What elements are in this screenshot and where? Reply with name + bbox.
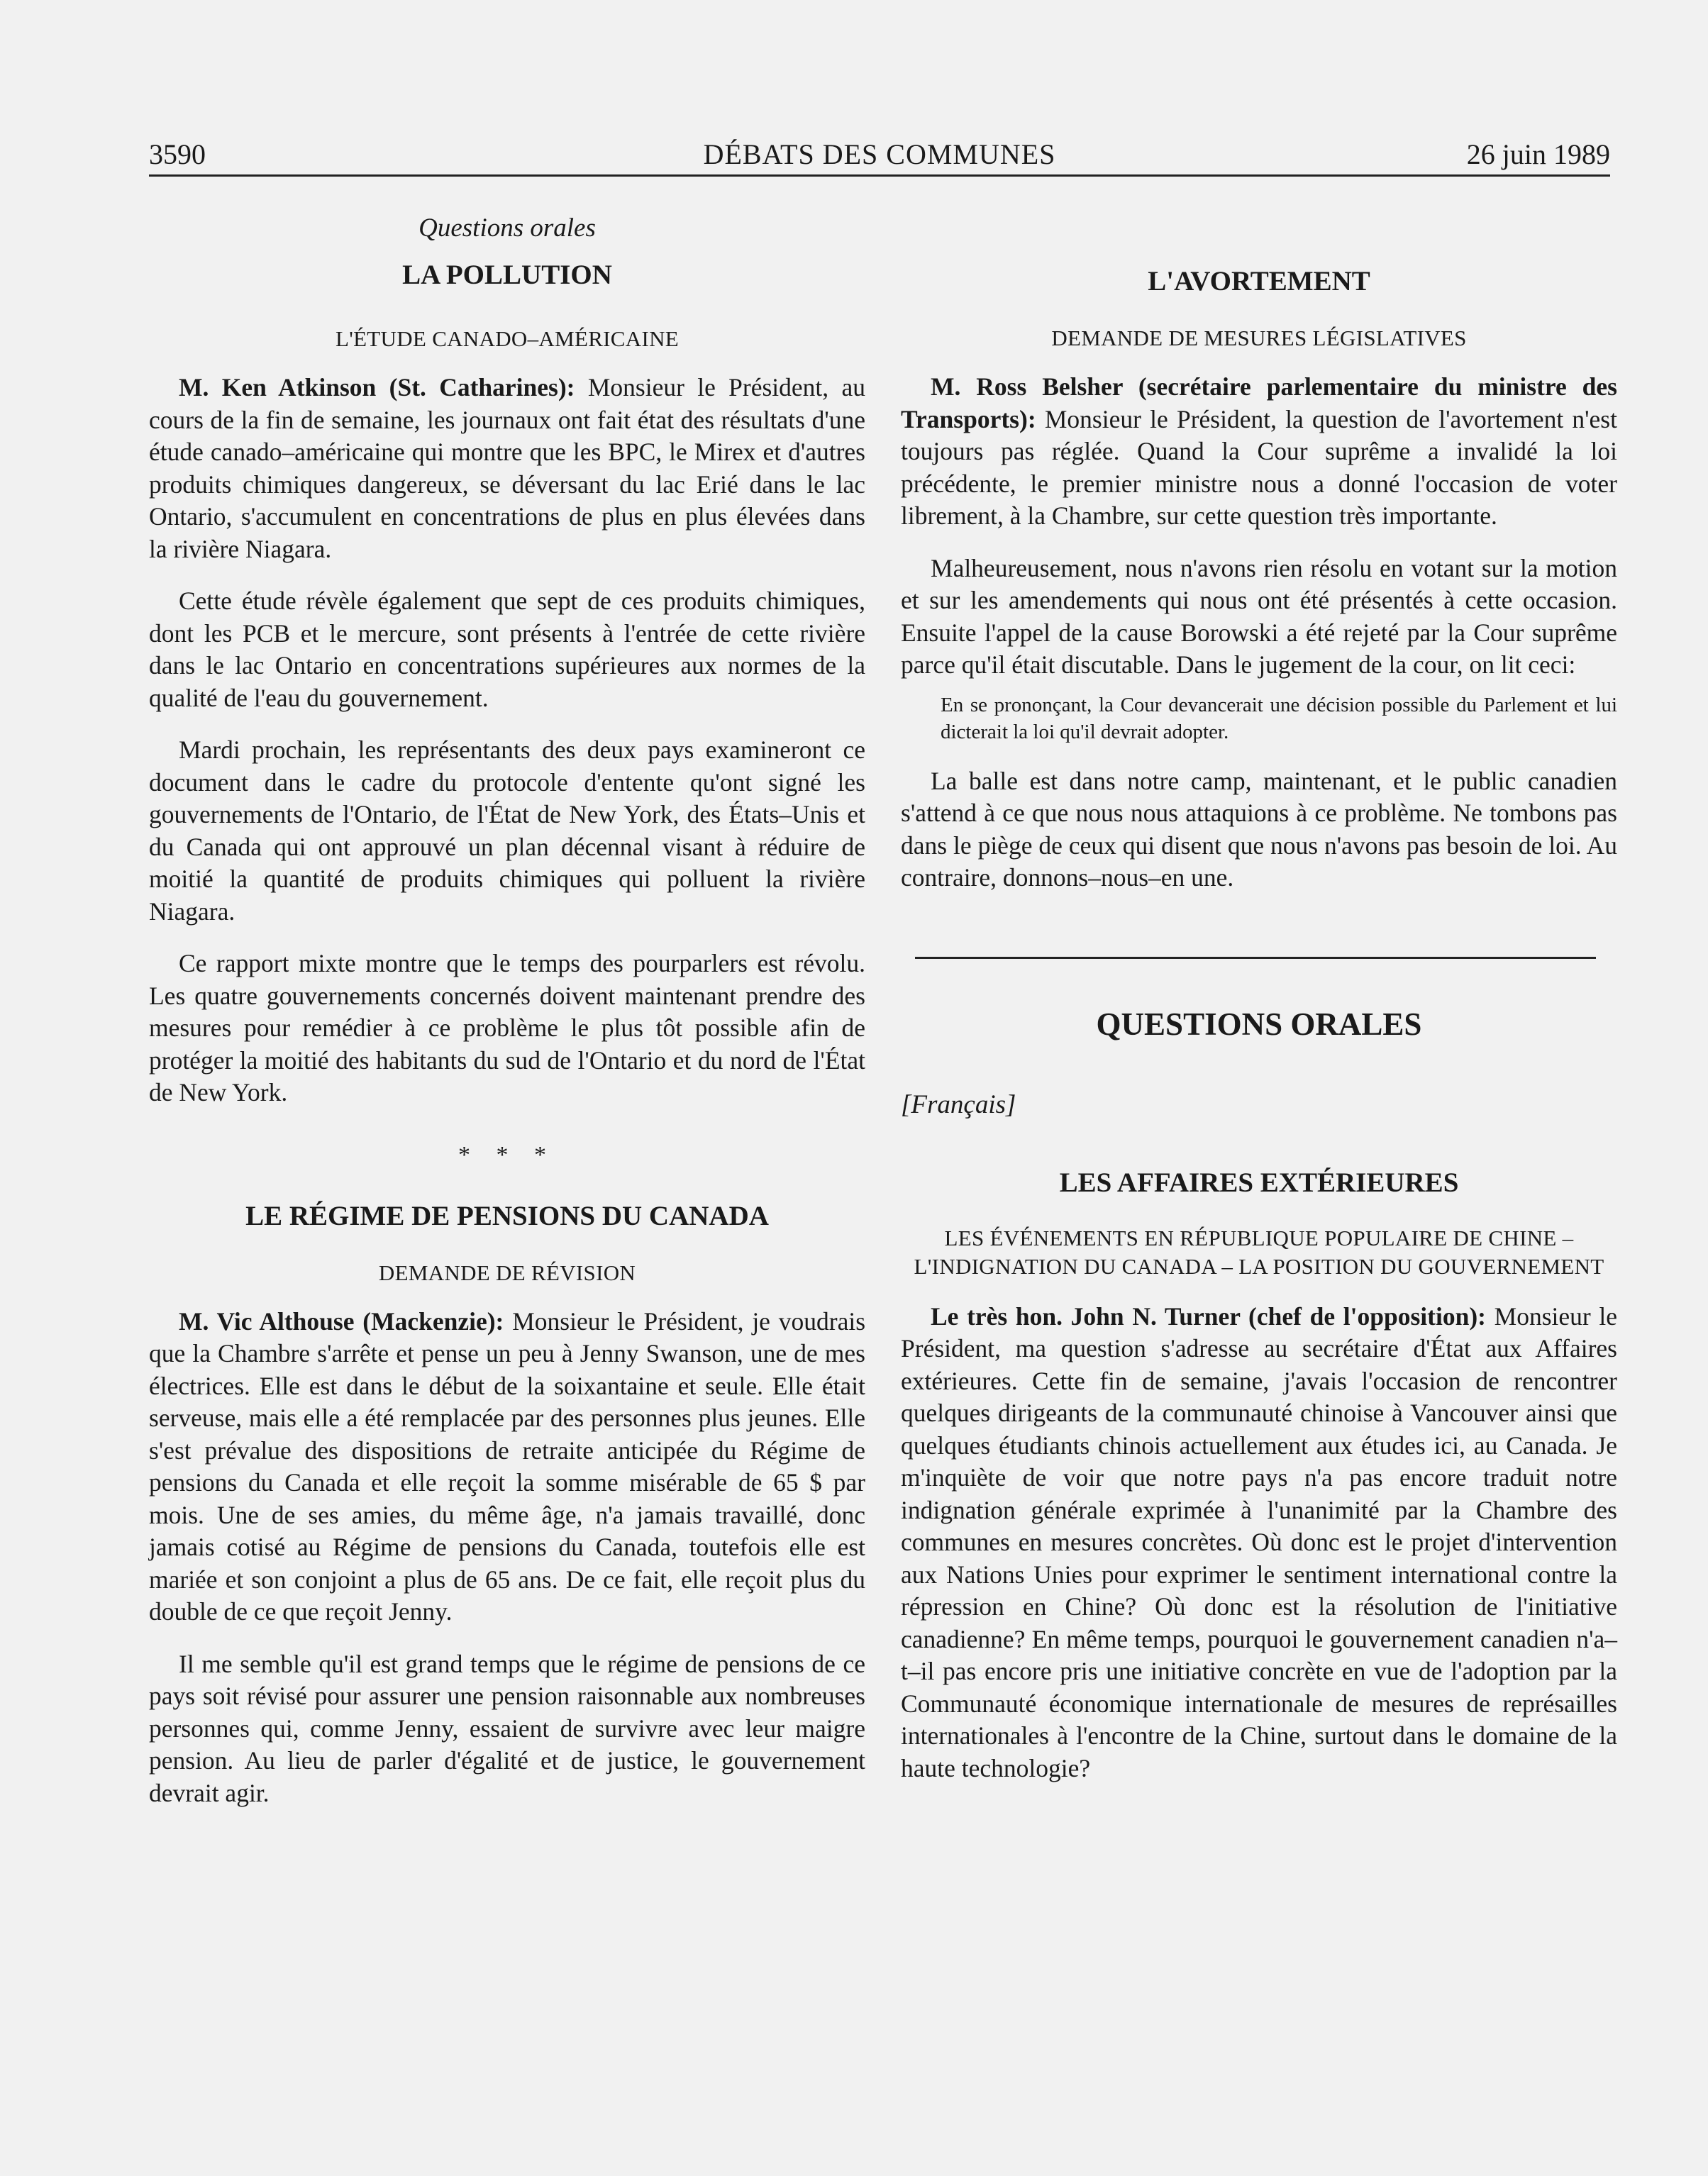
pollution-paragraph-3: Mardi prochain, les représentants des deux pays examineront ce document dans le cadre du protocole d'entente qu'ont signé les gouvernements de l'Ontario, de l'État de New York, des États–Unis et du Canada qui ont approuvé un plan décennal visant à réduire de moitié la quantité de produits chimiques qui polluent la rivière Niagara. xyxy=(149,735,865,926)
speaker-belsher: M. Ross Belsher (secrétaire parlementaire du ministre des Transports): xyxy=(901,372,1617,433)
pollution-paragraph-4: Ce rapport mixte montre que le temps des pourparlers est révolu. Les quatre gouvernements concernés doivent maintenant prendre des mesures pour remédier à ce problème le plus tôt possible afin de protéger la moitié des habitants du sud de l'Ontario et du nord de l'État de New York. xyxy=(149,949,865,1106)
abortion-heading: L'AVORTEMENT xyxy=(1148,266,1370,296)
external-affairs-subheading: LES ÉVÉNEMENTS EN RÉPUBLIQUE POPULAIRE DE CHINE – L'INDIGNATION DU CANADA – LA POSITION DU GOUVERNEMENT xyxy=(914,1225,1604,1279)
journal-title: DÉBATS DES COMMUNES xyxy=(703,138,1056,170)
turner-paragraph-1: Le très hon. John N. Turner (chef de l'opposition): Monsieur le Président, ma question s'adresse au secrétaire d'État aux Affaires extérieures. Cette fin de semaine, j'avais l'occasion de rencontrer quelques dirigeants de la communauté chinoise à Vancouver ainsi que quelques étudiants chinois actuellement aux études ici, au Canada. Je m'inquiète de voir que notre pays n'a pas encore traduit notre indignation générale exprimée à l'unanimité par la Chambre des communes en mesures concrètes. Où donc est le projet d'intervention aux Nations Unies pour exprimer le sentiment international contre la répression en Chine? Où donc est la résolution de l'initiative canadienne? En même temps, pourquoi le gouvernement canadien n'a–t–il pas encore pris une initiative concrète en vue de l'adoption par la Communauté économique internationale de mesures de représailles internationales à l'encontre de la Chine, surtout dans le domaine de la haute technologie? xyxy=(901,1301,1617,1782)
abortion-paragraph-3: La balle est dans notre camp, maintenant, et le public canadien s'attend à ce que nous nous attaquions à ce problème. Ne tombons pas dans le piège de ceux qui disent que nous n'avons pas besoin de loi. Au contraire, donnons–nous–en une. xyxy=(901,766,1617,892)
oral-questions-title: QUESTIONS ORALES xyxy=(1096,1006,1422,1042)
pollution-paragraph-1: M. Ken Atkinson (St. Catharines): Monsieur le Président, au cours de la fin de semaine, les journaux ont fait état des résultats d'une étude canado–américaine qui montre que les BPC, le Mirex et d'autres produits chimiques dangereux, se déversant du lac Erié dans le lac Ontario, s'accumulent en concentrations de plus en plus élevées dans la rivière Niagara. xyxy=(149,373,865,563)
section-label: Questions orales xyxy=(418,213,596,243)
court-quote: En se prononçant, la Cour devancerait une décision possible du Parlement et lui dicterait la loi qu'il devrait adopter. xyxy=(941,693,1617,743)
pensions-heading: LE RÉGIME DE PENSIONS DU CANADA xyxy=(245,1200,769,1231)
speaker-althouse: M. Vic Althouse (Mackenzie): xyxy=(179,1306,504,1336)
issue-date: 26 juin 1989 xyxy=(1466,138,1610,170)
abortion-subheading: DEMANDE DE MESURES LÉGISLATIVES xyxy=(1051,326,1467,350)
abortion-paragraph-2: Malheureusement, nous n'avons rien résolu en votant sur la motion et sur les amendements qui nous ont été présentés à cette occasion. Ensuite l'appel de la cause Borowski a été rejeté par la Cour suprême parce qu'il était discutable. Dans le jugement de la cour, on lit ceci: xyxy=(901,553,1617,679)
language-marker: [Français] xyxy=(901,1089,1016,1119)
speaker-turner: Le très hon. John N. Turner (chef de l'opposition): xyxy=(931,1301,1486,1331)
abortion-paragraph-1: M. Ross Belsher (secrétaire parlementaire du ministre des Transports): Monsieur le Président, la question de l'avortement n'est toujours pas réglée. Quand la Cour suprême a invalidé la loi précédente, le premier ministre nous a donné l'occasion de voter librement, à la Chambre, sur cette question très importante. xyxy=(901,372,1617,530)
right-column xyxy=(901,213,1617,1784)
left-column xyxy=(149,213,865,1809)
pollution-heading: LA POLLUTION xyxy=(402,260,612,290)
section-separator: * * * xyxy=(458,1141,556,1168)
pollution-subheading: L'ÉTUDE CANADO–AMÉRICAINE xyxy=(335,326,680,351)
page-header xyxy=(149,133,1610,177)
pensions-paragraph-1: M. Vic Althouse (Mackenzie): Monsieur le Président, je voudrais que la Chambre s'arrête et pense un peu à Jenny Swanson, une de mes électrices. Elle est dans le début de la soixantaine et seule. Elle était serveuse, mais elle a été remplacée par des personnes plus jeunes. Elle s'est prévalue des dispositions de retraite anticipée du Régime de pensions du Canada et elle reçoit la somme misérable de 65 $ par mois. Une de ses amies, du même âge, n'a jamais travaillé, donc jamais cotisé au Régime de pensions du Canada, toutefois elle est mariée et son conjoint a plus de 65 ans. De ce fait, elle reçoit plus du double de ce que reçoit Jenny. xyxy=(149,1306,866,1626)
page-number: 3590 xyxy=(149,138,206,170)
horizontal-rule xyxy=(915,957,1596,959)
pensions-subheading: DEMANDE DE RÉVISION xyxy=(378,1260,636,1285)
external-affairs-heading: LES AFFAIRES EXTÉRIEURES xyxy=(1059,1167,1459,1198)
pollution-paragraph-2: Cette étude révèle également que sept de ces produits chimiques, dont les PCB et le mercure, sont présents à l'entrée de cette rivière dans le lac Ontario en concentrations supérieures aux normes de la qualité de l'eau du gouvernement. xyxy=(149,587,865,712)
speaker-atkinson: M. Ken Atkinson (St. Catharines): xyxy=(179,373,575,401)
pensions-paragraph-2: Il me semble qu'il est grand temps que le régime de pensions de ce pays soit révisé pour assurer une pension raisonnable aux nombreuses personnes qui, comme Jenny, essaient de survivre avec leur maigre pension. Au lieu de parler d'égalité et de justice, le gouvernement devrait agir. xyxy=(149,1649,865,1807)
